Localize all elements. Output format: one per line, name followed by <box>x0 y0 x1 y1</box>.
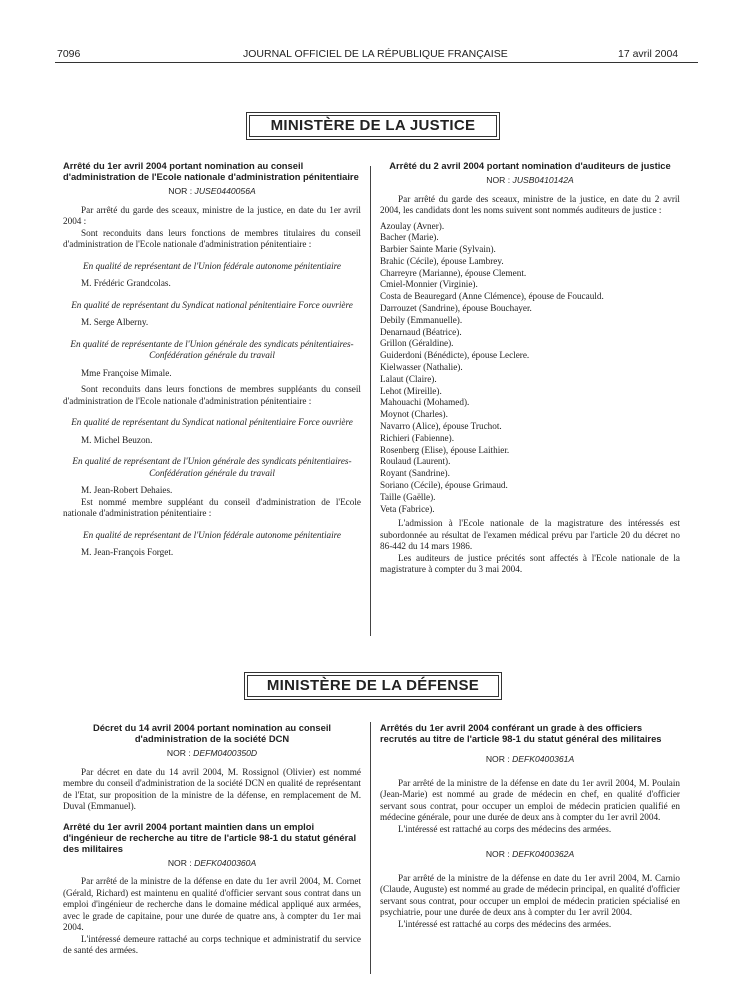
paragraph: Les auditeurs de justice précités sont affectés à l'Ecole nationale de la magistrature à compter du 3 mai 2004. <box>380 552 680 575</box>
auditor-name: Bacher (Marie). <box>380 232 439 243</box>
auditor-name: Azoulay (Avner). <box>380 220 445 231</box>
decree-title: Décret du 14 avril 2004 portant nomination au conseil d'administration de la société DCN <box>92 722 332 744</box>
auditor-name: Debily (Emmanuelle). <box>380 314 463 325</box>
auditor-name: Darrouzet (Sandrine), épouse Bouchayer. <box>380 303 532 314</box>
appointee-name: Mme Françoise Mimale. <box>81 367 172 378</box>
paragraph: Par décret en date du 14 avril 2004, M. Rossignol (Olivier) est nommé membre du conseil d'administration de la société DCN en qualité de représentant de l'Etat, sur proposition de la ministre de la défense, en remplacement de M. Duval (Emmanuel). <box>63 766 361 811</box>
auditor-name: Cmiel-Monnier (Virginie). <box>380 279 478 290</box>
appointee-name: M. Jean-Robert Dehaies. <box>81 485 173 495</box>
auditor-name: Denarnaud (Béatrice). <box>380 326 462 337</box>
nor-reference: NOR : JUSB0410142A <box>486 175 574 185</box>
capacity-line: En qualité de représentant de l'Union fédérale autonome pénitentiaire <box>83 529 341 540</box>
appointee-name: M. Michel Beuzon. <box>81 434 153 445</box>
decree-title: Arrêté du 1er avril 2004 portant nomination au conseil d'administration de l'Ecole nationale d'administration pénitentiaire <box>63 160 359 182</box>
decree-title: Arrêtés du 1er avril 2004 conférant un grade à des officiers recrutés au titre de l'article 98-1 du statut général des militaires <box>380 722 662 744</box>
issue-date: 17 avril 2004 <box>618 48 679 60</box>
column-divider <box>370 166 371 636</box>
auditors-list <box>380 221 680 516</box>
auditor-name: Kielwasser (Nathalie). <box>380 362 463 373</box>
ministry-justice-box <box>246 112 500 140</box>
decree-title: Arrêté du 2 avril 2004 portant nomination d'auditeurs de justice <box>389 160 671 171</box>
paragraph: Par arrêté du garde des sceaux, ministre de la justice, en date du 2 avril 2004, les candidats dont les noms suivent sont nommés auditeurs de justice : <box>380 193 680 215</box>
paragraph: L'admission à l'Ecole nationale de la magistrature des intéressés est subordonnée au résultat de l'examen médical prévu par l'article 20 du décret no 86-442 du 14 mars 1986. <box>380 518 680 552</box>
paragraph: Sont reconduits dans leurs fonctions de membres suppléants du conseil d'administration de l'Ecole nationale d'administration pénitentiaire : <box>63 384 361 406</box>
justice-left-column <box>63 160 361 564</box>
header-rule <box>55 62 698 63</box>
defense-left-column <box>63 722 361 957</box>
auditor-name: Lehot (Mireille). <box>380 385 442 396</box>
ministry-defense-title: MINISTÈRE DE LA DÉFENSE <box>247 675 499 697</box>
nor-reference: NOR : DEFK0400360A <box>167 857 257 868</box>
paragraph: Par arrêté de la ministre de la défense en date du 1er avril 2004, M. Cornet (Gérald, Richard) est maintenu en qualité d'officier servant sous contrat dans un emploi d'ingénieur de recherche dans le domaine médical appliqué aux armées, avec le grade de capitaine, pour une durée de quatre ans, à compter du 1er mai 2004. <box>63 876 361 932</box>
journal-title: JOURNAL OFFICIEL DE LA RÉPUBLIQUE FRANÇAISE <box>243 48 508 60</box>
justice-right-column <box>380 160 680 576</box>
paragraph: L'intéressé est rattaché au corps des médecins des armées. <box>398 918 612 929</box>
column-divider <box>370 722 371 974</box>
nor-reference: NOR : JUSE0440056A <box>168 186 256 196</box>
auditor-name: Veta (Fabrice). <box>380 503 435 514</box>
auditor-name: Soriano (Cécile), épouse Grimaud. <box>380 480 508 491</box>
auditor-name: Grillon (Géraldine). <box>380 338 454 349</box>
appointee-name: M. Serge Alberny. <box>81 317 149 327</box>
nor-reference: NOR : DEFK0400361A <box>485 754 575 764</box>
auditor-name: Barbier Sainte Marie (Sylvain). <box>380 244 496 255</box>
capacity-line: En qualité de représentant du Syndicat national pénitentiaire Force ouvrière <box>71 417 353 427</box>
auditor-name: Lalaut (Claire). <box>380 373 437 384</box>
auditor-name: Costa de Beauregard (Anne Clémence), épouse de Foucauld. <box>380 291 604 302</box>
auditor-name: Taille (Gaëlle). <box>380 491 436 502</box>
defense-right-column <box>380 722 680 930</box>
paragraph: Est nommé membre suppléant du conseil d'administration de l'Ecole nationale d'administration pénitentiaire : <box>63 496 361 518</box>
paragraph: L'intéressé demeure rattaché au corps technique et administratif du service de santé des armées. <box>63 933 361 955</box>
capacity-line: En qualité de représentant de l'Union générale des syndicats pénitentiaires-Confédération générale du travail <box>72 456 352 478</box>
auditor-name: Roulaud (Laurent). <box>380 456 451 467</box>
paragraph: Par arrêté de la ministre de la défense en date du 1er avril 2004, M. Poulain (Jean-Marie) est nommé au grade de médecin en chef, en qualité d'officier servant sous contrat, pour occuper un emploi de médecin praticien qualifié en médecine générale, pour une durée de deux ans à compter du 1er avril 2004. <box>380 777 680 822</box>
capacity-line: En qualité de représentant de l'Union fédérale autonome pénitentiaire <box>83 260 341 271</box>
capacity-line: En qualité de représentante de l'Union générale des syndicats pénitentiaires-Confédération générale du travail <box>70 338 354 360</box>
nor-reference: NOR : DEFM0400350D <box>166 748 258 758</box>
appointee-name: M. Frédéric Grandcolas. <box>81 278 171 288</box>
auditor-name: Rosenberg (Elise), épouse Laithier. <box>380 444 510 455</box>
ministry-defense-box <box>244 672 502 700</box>
appointee-name: M. Jean-François Forget. <box>81 547 174 557</box>
paragraph: Par arrêté du garde des sceaux, ministre de la justice, en date du 1er avril 2004 : <box>63 204 361 226</box>
paragraph: L'intéressé est rattaché au corps des médecins des armées. <box>398 823 612 834</box>
auditor-name: Guiderdoni (Bénédicte), épouse Leclere. <box>380 350 530 361</box>
ministry-justice-title: MINISTÈRE DE LA JUSTICE <box>249 115 497 137</box>
capacity-line: En qualité de représentant du Syndicat national pénitentiaire Force ouvrière <box>71 299 353 310</box>
decree-title: Arrêté du 1er avril 2004 portant maintien dans un emploi d'ingénieur de recherche au titre de l'article 98-1 du statut général des militaires <box>63 820 357 854</box>
auditor-name: Royant (Sandrine). <box>380 468 450 479</box>
nor-reference: NOR : DEFK0400362A <box>485 849 575 859</box>
auditor-name: Moynot (Charles). <box>380 409 448 420</box>
auditor-name: Navarro (Alice), épouse Truchot. <box>380 421 502 432</box>
page-number: 7096 <box>57 48 81 60</box>
paragraph: Par arrêté de la ministre de la défense en date du 1er avril 2004, M. Carnio (Claude, Auguste) est nommé au grade de médecin principal, en qualité d'officier servant sous contrat, pour occuper un emploi de médecin praticien spécialisé en psychiatrie, pour une durée de deux ans à compter du 1er avril 2004. <box>380 872 680 917</box>
auditor-name: Charreyre (Marianne), épouse Clement. <box>380 267 527 278</box>
paragraph: Sont reconduits dans leurs fonctions de membres titulaires du conseil d'administration de l'Ecole nationale d'administration pénitentiaire : <box>63 227 361 249</box>
auditor-name: Brahic (Cécile), épouse Lambrey. <box>380 255 504 266</box>
auditor-name: Richieri (Fabienne). <box>380 432 454 443</box>
auditor-name: Mahouachi (Mohamed). <box>380 397 470 408</box>
